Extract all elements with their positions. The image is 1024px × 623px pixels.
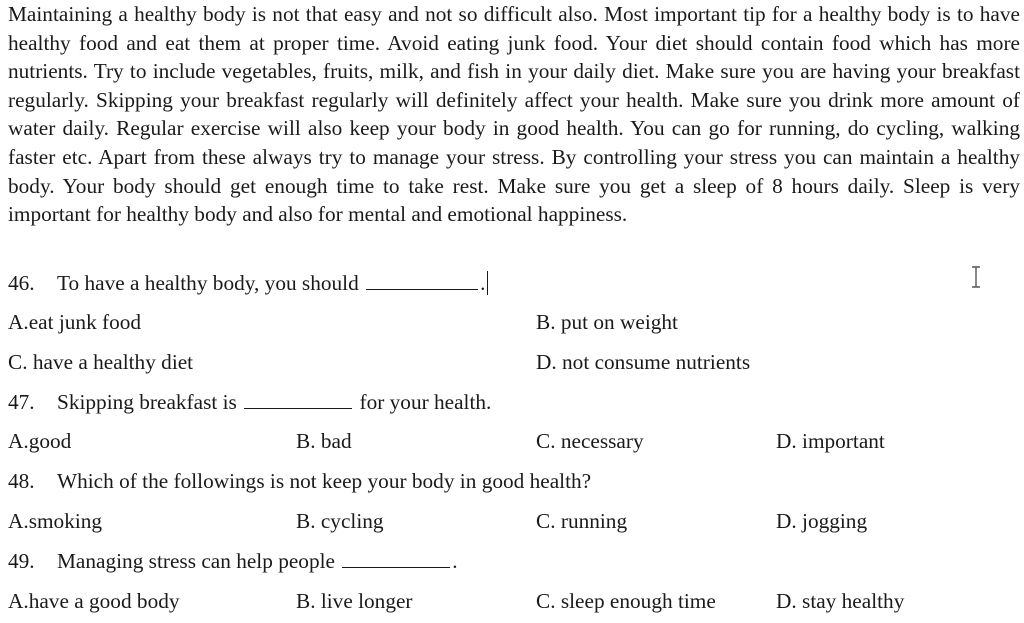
option-46-b: B. put on weight [536,310,678,334]
option-49-c: C. sleep enough time [536,589,716,613]
question-text: Which of the followings is not keep your body in good health? [57,469,592,493]
question-47 [8,388,491,416]
answer-blank [244,390,352,409]
option-47-b: B. bad [296,429,352,453]
option-48-d: D. jogging [776,509,868,533]
answer-blank [366,271,478,290]
question-text: Skipping breakfast is [57,390,237,414]
i-beam-cursor-icon [970,266,982,288]
question-49 [8,547,458,575]
question-number: 47. [8,390,35,414]
option-49-a: A.have a good body [8,589,180,613]
reading-passage: Maintaining a healthy body is not that easy and not so difficult also. Most important tip for a healthy body is to have healthy food and eat them at proper time. Avoid eating junk food. Your diet should contain food which has more nutrients. Try to include vegetables, fruits, milk, and fish in your daily diet. Make sure you are having your breakfast regularly. Skipping your breakfast regularly will definitely affect your health. Make sure you drink more amount of water daily. Regular exercise will also keep your body in good health. You can go for running, do cycling, walking faster etc. Apart from these always try to manage your stress. By controlling your stress you can maintain a healthy body. Your body should get enough time to take rest. Make sure you get a sleep of 8 hours daily. Sleep is very important for healthy body and also for mental and emotional happiness. [8,2,1020,227]
question-number: 48. [8,469,35,493]
question-text-end: . [480,271,486,295]
option-49-d: D. stay healthy [776,589,905,613]
answer-blank [342,549,450,568]
question-46 [8,269,488,297]
question-number: 49. [8,549,35,573]
question-text-end: for your health. [359,390,492,414]
question-text-end: . [452,549,458,573]
option-48-c: C. running [536,509,628,533]
question-48 [8,467,591,495]
option-46-d: D. not consume nutrients [536,350,751,374]
text-caret-icon [487,271,488,295]
option-48-a: A.smoking [8,509,103,533]
option-46-c: C. have a healthy diet [8,350,194,374]
option-47-a: A.good [8,429,72,453]
option-46-a: A.eat junk food [8,310,142,334]
question-number: 46. [8,271,35,295]
option-47-c: C. necessary [536,429,644,453]
option-49-b: B. live longer [296,589,413,613]
option-47-d: D. important [776,429,885,453]
option-48-b: B. cycling [296,509,384,533]
question-text: Managing stress can help people [57,549,335,573]
question-text: To have a healthy body, you should [57,271,359,295]
